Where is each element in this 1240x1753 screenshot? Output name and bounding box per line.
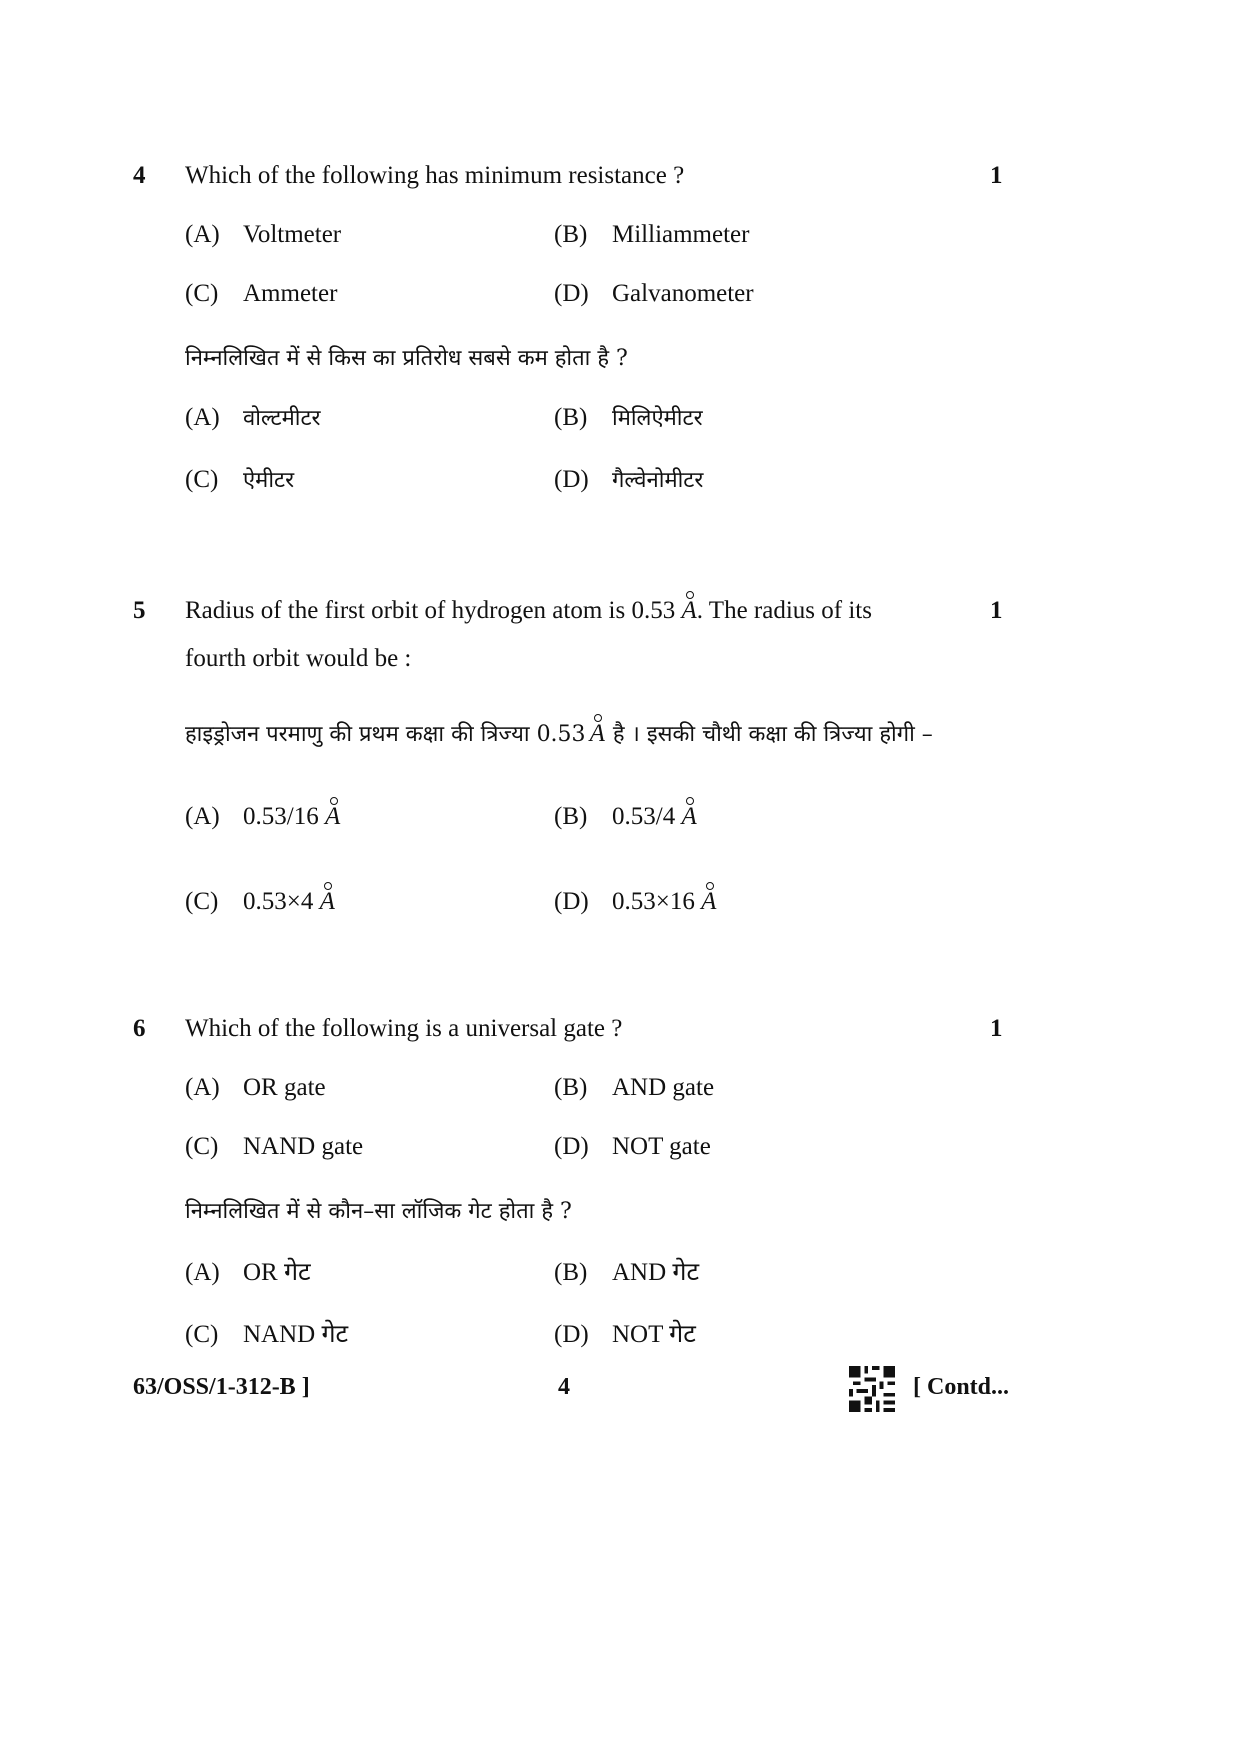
question-text xyxy=(185,597,872,625)
option-d-hindi xyxy=(554,1316,696,1350)
option-label: (B) xyxy=(554,404,588,431)
option-c xyxy=(185,1133,363,1161)
question-marks: 1 xyxy=(990,1015,1003,1042)
option-label: (B) xyxy=(554,803,588,830)
qr-code-icon xyxy=(848,1366,896,1417)
option-text: NOT गेट xyxy=(612,1321,696,1348)
question-text-part: हाइड्रोजन परमाणु की प्रथम कक्षा की त्रिज्या 0.53 xyxy=(185,722,586,747)
option-text: NAND gate xyxy=(243,1133,364,1160)
angstrom-unit: A xyxy=(681,803,697,830)
question-text-part: . The radius of its xyxy=(696,597,872,624)
angstrom-unit: A xyxy=(701,888,717,915)
option-c-hindi xyxy=(185,464,294,494)
option-label: (C) xyxy=(185,1321,219,1348)
option-text: Milliammeter xyxy=(612,221,750,248)
angstrom-unit: A xyxy=(681,597,697,624)
option-b xyxy=(554,221,749,249)
option-text: ऐमीटर xyxy=(243,468,295,493)
question-number: 4 xyxy=(133,162,146,189)
option-value: 0.53/4 xyxy=(612,803,676,830)
question-text-hindi: निम्नलिखित में से किस का प्रतिरोध सबसे कम होता है ? xyxy=(185,346,628,371)
option-d xyxy=(554,280,754,308)
option-b-hindi xyxy=(554,1254,699,1288)
option-text: Voltmeter xyxy=(243,221,342,248)
option-label: (C) xyxy=(185,466,219,493)
question-number: 6 xyxy=(133,1015,146,1042)
option-label: (C) xyxy=(185,888,219,915)
option-text: Galvanometer xyxy=(612,280,754,307)
option-label: (A) xyxy=(185,1074,220,1101)
question-text-hindi xyxy=(185,718,933,748)
question-text: Which of the following has minimum resistance ? xyxy=(185,162,685,189)
question-text: Which of the following is a universal gate ? xyxy=(185,1015,623,1042)
option-c xyxy=(185,888,335,916)
option-label: (A) xyxy=(185,1259,220,1286)
option-a xyxy=(185,803,340,831)
option-label: (A) xyxy=(185,404,220,431)
option-b xyxy=(554,1074,714,1102)
question-number: 5 xyxy=(133,597,146,624)
continued-label: [ Contd... xyxy=(913,1374,1010,1400)
option-text: OR गेट xyxy=(243,1259,311,1286)
option-label: (B) xyxy=(554,221,588,248)
option-text: Ammeter xyxy=(243,280,338,307)
option-a xyxy=(185,1074,326,1102)
angstrom-unit: A xyxy=(589,720,605,747)
question-text-part: Radius of the first orbit of hydrogen atom is 0.53 xyxy=(185,597,676,624)
option-text: वोल्टमीटर xyxy=(243,406,321,431)
option-text: AND गेट xyxy=(612,1259,700,1286)
question-text-part: है । इसकी चौथी कक्षा की त्रिज्या होगी – xyxy=(612,722,933,747)
option-d xyxy=(554,1133,711,1161)
option-label: (C) xyxy=(185,1133,219,1160)
option-b-hindi xyxy=(554,402,703,432)
option-d-hindi xyxy=(554,464,703,494)
question-marks: 1 xyxy=(990,162,1003,189)
option-label: (A) xyxy=(185,803,220,830)
angstrom-unit: A xyxy=(324,803,341,830)
option-value: 0.53×4 xyxy=(243,888,314,915)
paper-code: 63/OSS/1-312-B ] xyxy=(133,1374,310,1400)
question-text-line2: fourth orbit would be : xyxy=(185,645,412,672)
option-label: (B) xyxy=(554,1259,588,1286)
option-text: OR gate xyxy=(243,1074,326,1101)
option-text: AND gate xyxy=(612,1074,715,1101)
option-c xyxy=(185,280,337,308)
option-a-hindi xyxy=(185,1254,311,1288)
option-label: (D) xyxy=(554,1133,589,1160)
option-label: (D) xyxy=(554,888,589,915)
option-value: 0.53/16 xyxy=(243,803,319,830)
option-label: (B) xyxy=(554,1074,588,1101)
option-b xyxy=(554,803,697,831)
option-label: (A) xyxy=(185,221,220,248)
option-text: गैल्वेनोमीटर xyxy=(612,468,704,493)
option-a-hindi xyxy=(185,402,321,432)
question-marks: 1 xyxy=(990,597,1003,624)
option-label: (D) xyxy=(554,280,589,307)
option-label: (D) xyxy=(554,1321,589,1348)
angstrom-unit: A xyxy=(319,888,335,915)
option-c-hindi xyxy=(185,1316,348,1350)
option-label: (D) xyxy=(554,466,589,493)
option-text: NOT gate xyxy=(612,1133,711,1160)
option-a xyxy=(185,221,341,249)
question-text-hindi: निम्नलिखित में से कौन–सा लॉजिक गेट होता है ? xyxy=(185,1199,572,1224)
option-text: मिलिऐमीटर xyxy=(612,406,703,431)
page-number: 4 xyxy=(558,1374,570,1400)
option-text: NAND गेट xyxy=(243,1321,349,1348)
option-value: 0.53×16 xyxy=(612,888,695,915)
option-label: (C) xyxy=(185,280,219,307)
option-d xyxy=(554,888,716,916)
